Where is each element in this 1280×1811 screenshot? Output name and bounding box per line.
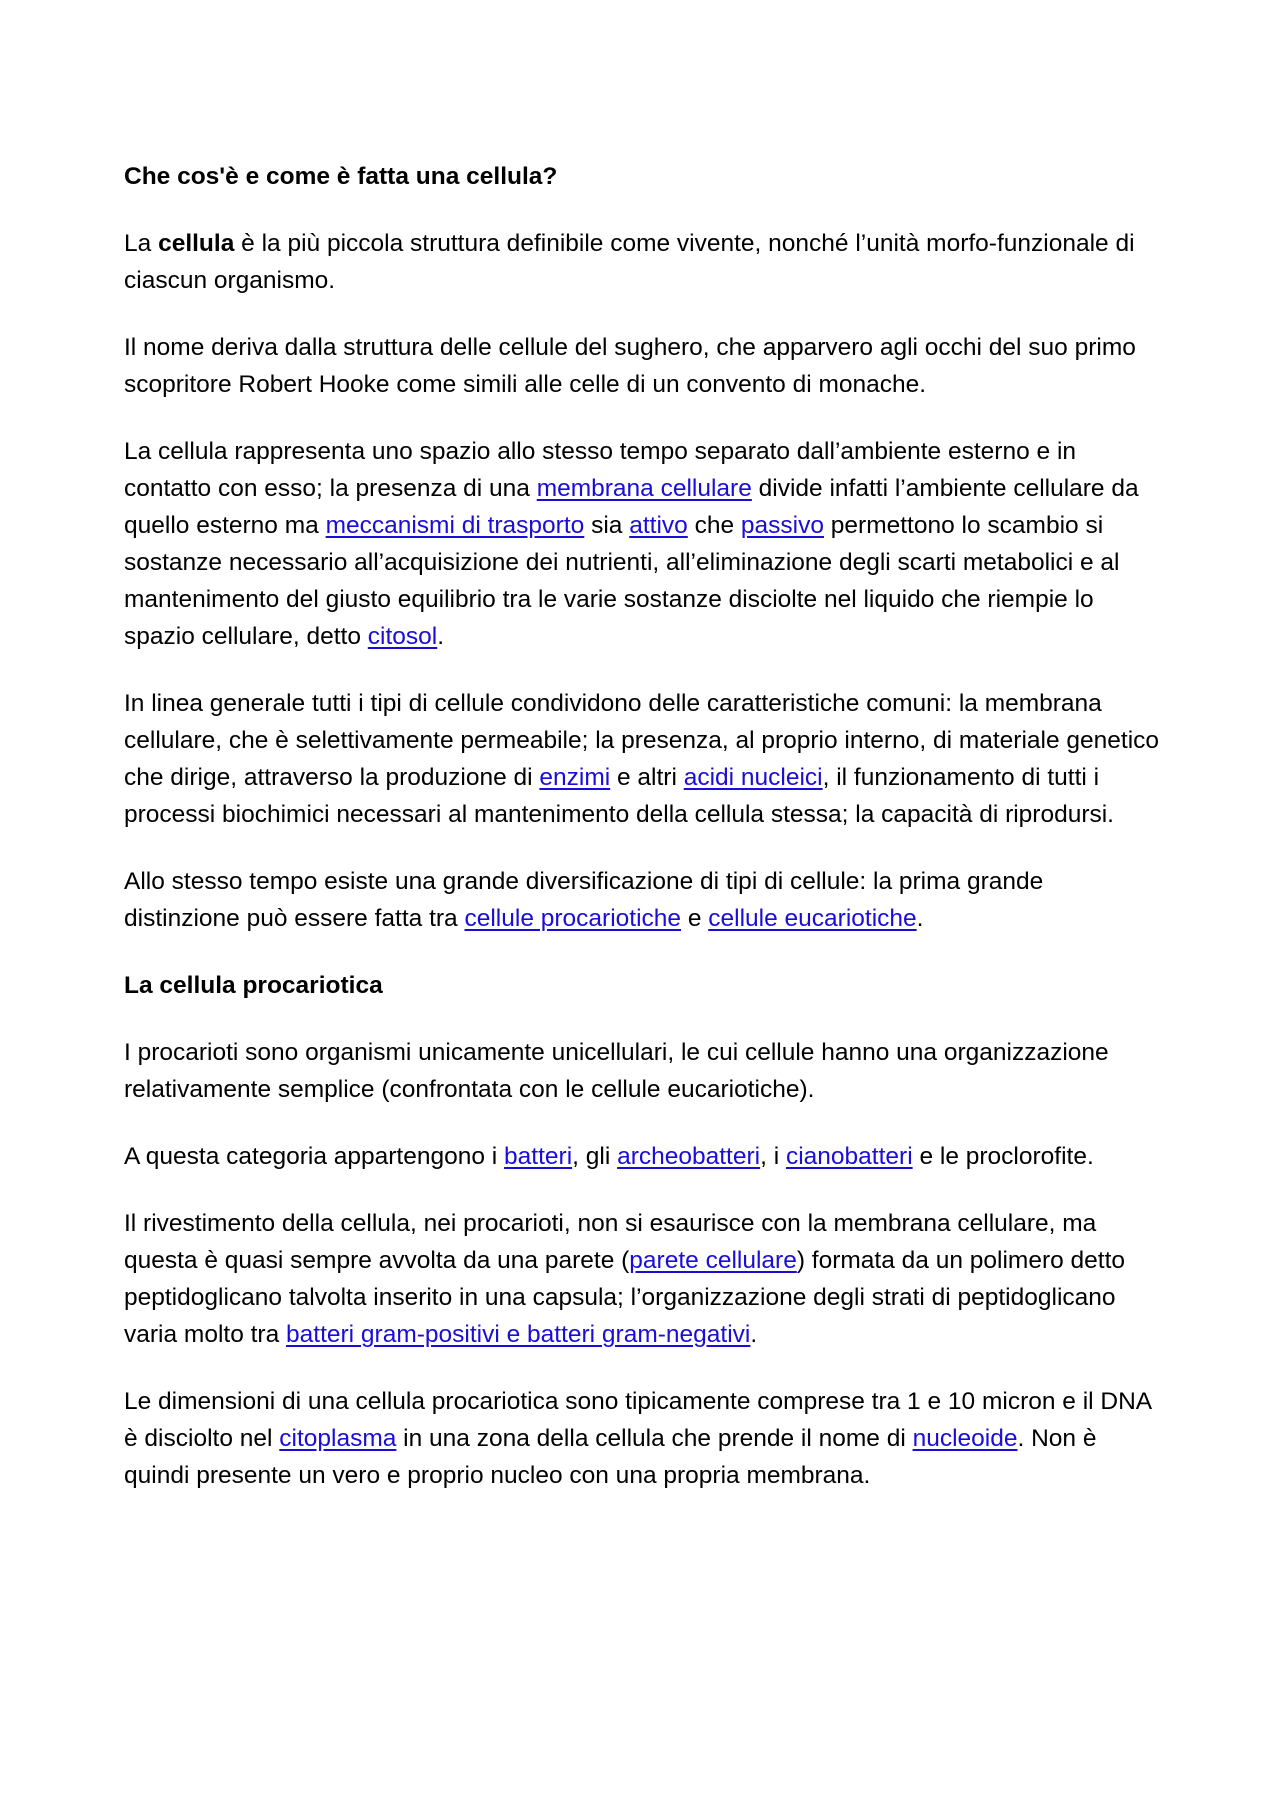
text-run: e le proclorofite. [912,1143,1094,1170]
text-run: A questa categoria appartengono i [124,1143,505,1170]
text-run: Il rivestimento della cellula, nei procarioti, non si esaurisce con la membrana cellulare, ma questa è quasi sempre avvolta da una parete ( [124,1210,1097,1274]
paragraph [124,329,1160,403]
paragraph [124,1138,1160,1175]
hyperlink[interactable]: nucleoide [912,1425,1018,1452]
text-run: in una zona della cellula che prende il nome di [396,1425,913,1452]
text-run: Il nome deriva dalla struttura delle cellule del sughero, che apparvero agli occhi del suo primo scopritore Robert Hooke come simili alle celle di un convento di monache. [124,334,1136,398]
hyperlink[interactable]: archeobatteri [617,1143,761,1170]
text-run: e altri [610,764,684,791]
hyperlink[interactable]: cianobatteri [785,1143,913,1170]
hyperlink[interactable]: cellule procariotiche [464,905,682,932]
text-run: e [681,905,709,932]
text-run: divide infatti l’ambiente cellulare da quello esterno ma [124,475,1139,539]
hyperlink[interactable]: citoplasma [279,1425,397,1452]
text-run: sia [584,512,630,539]
bold-term: cellula [158,230,235,257]
hyperlink[interactable]: membrana cellulare [536,475,752,502]
intro-section [124,225,1160,937]
text-run: . [916,905,924,932]
hyperlink[interactable]: enzimi [539,764,611,791]
paragraph [124,225,1160,299]
text-run: , il funzionamento di tutti i processi biochimici necessari al mantenimento della cellula stessa; la capacità di riprodursi. [124,764,1114,828]
text-run: che [687,512,741,539]
text-run: In linea generale tutti i tipi di cellule condividono delle caratteristiche comuni: la membrana cellulare, che è selettivamente permeabile; la presenza, al proprio interno, di materiale genetico che dirige, attraverso la produzione di [124,690,1160,791]
paragraph [124,433,1160,655]
text-run: ) formata da un polimero detto peptidoglicano talvolta inserito in una capsula; l’organizzazione degli strati di peptidoglicano varia molto tra [124,1247,1126,1348]
text-run: è la più piccola struttura definibile come vivente, nonché l’unità morfo-funzionale di ciascun organismo. [124,230,1135,294]
hyperlink[interactable]: batteri gram-positivi e batteri gram-negativi [286,1321,751,1348]
section-heading: La cellula procariotica [124,972,383,999]
paragraph [124,685,1160,833]
text-run: I procarioti sono organismi unicamente unicellulari, le cui cellule hanno una organizzazione relativamente semplice (confrontata con le cellule eucariotiche). [124,1039,1109,1103]
text-run: . Non è quindi presente un vero e proprio nucleo con una propria membrana. [124,1425,1097,1489]
paragraph [124,863,1160,937]
paragraph [124,1034,1160,1108]
text-run: . [750,1321,758,1348]
text-run: Allo stesso tempo esiste una grande diversificazione di tipi di cellule: la prima grande distinzione può essere fatta tra [124,868,1044,932]
text-run: , gli [572,1143,618,1170]
hyperlink[interactable]: cellule eucariotiche [708,905,917,932]
paragraph [124,1383,1160,1494]
hyperlink[interactable]: parete cellulare [629,1247,797,1274]
page-title: Che cos'è e come è fatta una cellula? [124,163,558,190]
text-run: La cellula rappresenta uno spazio allo stesso tempo separato dall’ambiente esterno e in contatto con esso; la presenza di una [124,438,1077,502]
hyperlink[interactable]: passivo [740,512,824,539]
hyperlink[interactable]: batteri [504,1143,573,1170]
text-run: permettono lo scambio si sostanze necessario all’acquisizione dei nutrienti, all’eliminazione degli scarti metabolici e al mantenimento del giusto equilibrio tra le varie sostanze disciolte nel liquido che riempie lo spazio cellulare, detto [124,512,1120,650]
text-run: . [437,623,445,650]
hyperlink[interactable]: acidi nucleici [683,764,823,791]
text-run: La [124,230,159,257]
hyperlink[interactable]: citosol [367,623,438,650]
text-run: Le dimensioni di una cellula procariotica sono tipicamente comprese tra 1 e 10 micron e il DNA è disciolto nel [124,1388,1151,1452]
hyperlink[interactable]: attivo [629,512,688,539]
prokaryote-section [124,1034,1160,1494]
text-run: , i [760,1143,786,1170]
hyperlink[interactable]: meccanismi di trasporto [325,512,585,539]
paragraph [124,1205,1160,1353]
